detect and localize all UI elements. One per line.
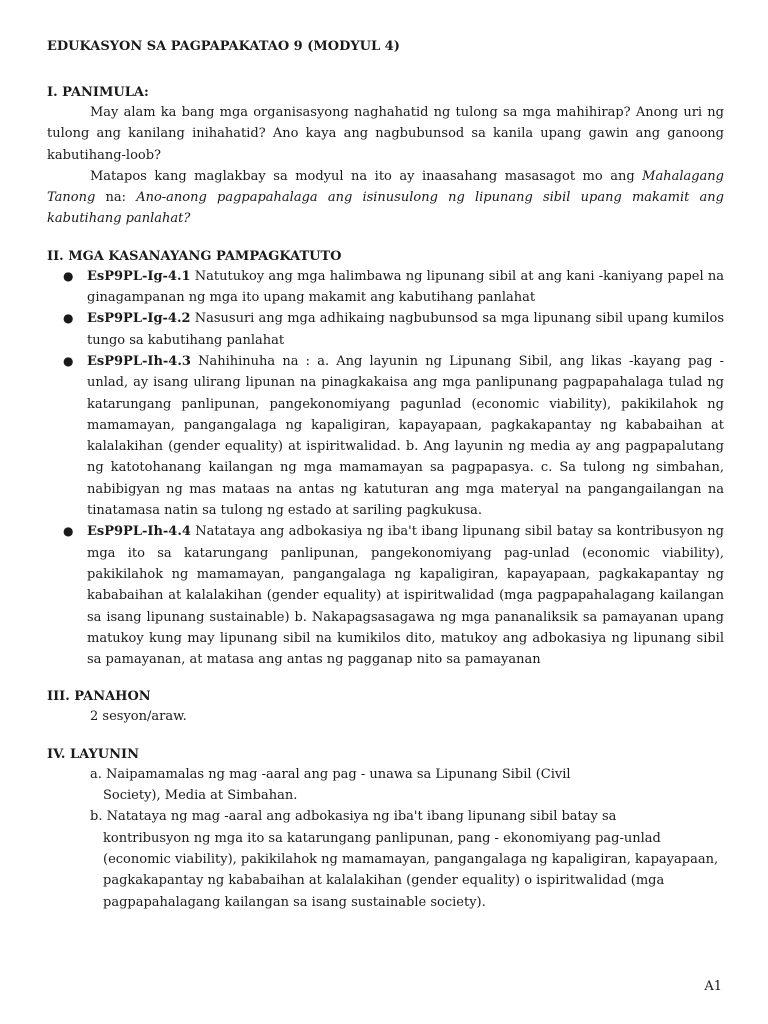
competency-text: Natutukoy ang mga halimbawa ng lipunang sibil at ang kani -kaniyang papel na ginagampanan ng mga ito upang makamit ang kabutihang panlahat (87, 268, 724, 306)
panahon-heading: III. PANAHON (47, 689, 151, 705)
competency-text: Natataya ang adbokasiya ng iba't ibang lipunang sibil batay sa kontribusyon ng mga ito sa katarungang panlipunan, pangekonomiyang pag-unlad (economic viability), pakikilahok ng mamamayan, pangangalaga ng kapaligiran, kapayapaan, pagkakapantay ng kababaihan at kalalakihan (gender equality) at ispiritwalidad (mga pagpapahalagang kailangan sa isang lipunang sustainable) b. Nakapagsasagawa ng mga pananaliksik sa pamayanan upang matukoy kung may lipunang sibil na kumikilos dito, matukoy ang adbokasiya ng lipunang sibil sa pamayanan, at matasa ang antas ng pagganap nito sa pamayanan (87, 524, 724, 668)
objective-b-first-line: b. Natataya ng mag -aaral ang adbokasiya ng iba't ibang lipunang sibil batay sa (90, 809, 617, 825)
competency-code: EsP9PL-Ih-4.3 (87, 353, 191, 369)
objective-b-continuation: kontribusyon ng mga ito sa katarungang panlipunan, pang - ekonomiyang pag-unlad (economic viability), pakikilahok ng mamamayan, pangangalaga ng kapaligiran, kapayapaan, pagkakapantay ng kababaihan at kalalakihan (gender equality) o ispiritwalidad (mga pagpapahalagang kailangan sa isang sustainable society). (103, 830, 719, 910)
objective-item-a (47, 764, 724, 807)
competency-text: Nasusuri ang mga adhikaing nagbubunsod sa mga lipunang sibil upang kumilos tungo sa kabutihang panlahat (87, 311, 724, 348)
panimula-para2-prefix: Matapos kang maglakbay sa modyul na ito ay inaasahang masasagot mo ang (90, 168, 643, 184)
objective-a-first-line: a. Naipamamalas ng mag -aaral ang pag - unawa sa Lipunang Sibil (Civil (90, 766, 571, 782)
competency-item (47, 351, 724, 521)
competency-item (47, 266, 724, 309)
page-number: A1 (704, 979, 722, 994)
panimula-paragraph-2 (47, 166, 724, 230)
document-title: EDUKASYON SA PAGPAPAKATAO 9 (MODYUL 4) (47, 39, 400, 54)
panimula-para2-mid: na: (95, 190, 137, 206)
mahalagang-tanong-question: Ano-anong pagpapahalaga ang isinusulong ng lipunang sibil upang makamit ang kabutihang panlahat? (47, 190, 724, 227)
section-spacer (47, 728, 724, 746)
section-spacer (47, 230, 724, 248)
bullet-icon: ● (63, 524, 74, 539)
bullet-icon: ● (63, 353, 74, 368)
objective-item-b (47, 806, 724, 912)
objective-a-continuation: Society), Media at Simbahan. (103, 788, 298, 804)
layunin-heading: IV. LAYUNIN (47, 746, 139, 762)
document-page (47, 38, 724, 913)
mahalagang-tanong-label: Mahalagang Tanong (47, 168, 724, 206)
panimula-heading: I. PANIMULA: (47, 85, 149, 100)
competency-list (47, 266, 724, 671)
competency-item (47, 308, 724, 351)
competency-code: EsP9PL-Ig-4.2 (87, 311, 191, 327)
section-spacer (47, 670, 724, 688)
competency-item (47, 521, 724, 670)
competency-code: EsP9PL-Ig-4.1 (87, 268, 191, 284)
panimula-paragraph-1: May alam ka bang mga organisasyong naghahatid ng tulong sa mga mahihirap? Anong uri ng tulong ang kanilang inihahatid? Ano kaya ang nagbubunsod sa kanila upang gawin ang ganoong kabutihang-loob? (47, 105, 724, 163)
competency-code: EsP9PL-Ih-4.4 (87, 524, 191, 540)
kasanayan-heading: II. MGA KASANAYANG PAMPAGKATUTO (47, 248, 342, 264)
panahon-text: 2 sesyon/araw. (90, 709, 187, 725)
bullet-icon: ● (63, 268, 74, 283)
competency-text: Nahihinuha na : a. Ang layunin ng Lipunang Sibil, ang likas -kayang pag - unlad, ay isang ulirang lipunan na pinagkakaisa ang mga panlipunang pagpapahalaga tulad ng katarungang panlipunan, pangekonomiyang pagunlad (economic viability), pakikilahok ng mamamayan, pangangalaga ng kapaligiran, kapayapaan, pagkakapantay ng kababaihan at kalalakihan (gender equality) at ispiritwalidad. b. Ang layunin ng media ay ang pagpapalutang ng katotohanang kailangan ng mga mamamayan sa pagpapasya. c. Sa tulong ng simbahan, nabibigyan ng mas mataas na antas ng katuturan ang mga materyal na pangangailangan na tinatamasa natin sa tulong ng estado at sariling pagkukusa. (87, 353, 724, 519)
bullet-icon: ● (63, 311, 74, 326)
